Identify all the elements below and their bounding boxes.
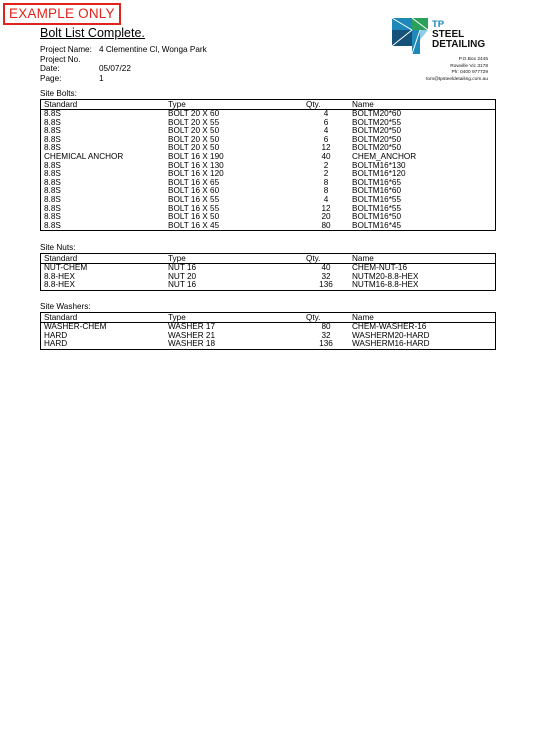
cell-standard: 8.8S — [44, 126, 61, 136]
cell-type: WASHER 18 — [168, 339, 216, 349]
cell-type: BOLT 16 X 55 — [168, 203, 220, 213]
company-contact — [426, 57, 488, 83]
table-header-row — [41, 313, 496, 323]
wordmark-line-3: DETAILING — [432, 39, 486, 50]
site-bolts-label: Site Bolts: — [40, 89, 77, 98]
cell-standard: 8.8S — [44, 220, 61, 230]
cell-qty: 40 — [321, 263, 331, 272]
table-row — [41, 264, 496, 273]
table-row — [41, 273, 496, 282]
cell-standard: 8.8-HEX — [44, 280, 75, 290]
tp-logo-icon — [390, 16, 432, 56]
cell-name: BOLTM16*120 — [352, 169, 406, 179]
cell-type: BOLT 16 X 190 — [168, 151, 224, 161]
column-header-type: Type — [165, 100, 303, 110]
cell-standard: 8.8S — [44, 194, 61, 204]
site-nuts-table — [40, 253, 496, 291]
cell-type: BOLT 16 X 55 — [168, 194, 220, 204]
cell-name: BOLTM16*65 — [352, 177, 401, 187]
project-meta — [40, 45, 207, 83]
cell-type: BOLT 16 X 60 — [168, 186, 220, 196]
cell-type: NUT 20 — [168, 271, 197, 281]
table-row — [41, 179, 496, 188]
table-row — [41, 119, 496, 128]
column-header-standard: Standard — [41, 100, 166, 110]
table-row — [41, 205, 496, 214]
cell-qty: 80 — [321, 322, 331, 331]
cell-name: CHEM_ANCHOR — [352, 151, 417, 161]
site-bolts-rows — [41, 110, 496, 231]
cell-type: BOLT 16 X 45 — [168, 220, 220, 230]
cell-qty: 2 — [323, 169, 329, 179]
table-row — [41, 196, 496, 205]
cell-standard: 8.8S — [44, 160, 61, 170]
cell-name: WASHERM16-HARD — [352, 339, 430, 349]
table-row — [41, 222, 496, 231]
cell-standard: NUT-CHEM — [44, 263, 88, 272]
meta-label: Project Name: — [40, 45, 92, 54]
cell-standard: 8.8S — [44, 143, 61, 153]
cell-name: BOLTM16*130 — [352, 160, 406, 170]
cell-qty: 4 — [323, 126, 329, 136]
cell-name: BOLTM16*55 — [352, 194, 401, 204]
cell-qty: 4 — [323, 109, 329, 118]
cell-standard: 8.8S — [44, 203, 61, 213]
column-header-standard: Standard — [41, 254, 166, 264]
table-header-row — [41, 254, 496, 264]
cell-name: NUTM20-8.8-HEX — [352, 271, 419, 281]
cell-name: BOLTM16*45 — [352, 220, 401, 230]
wordmark-line-1: TP — [432, 19, 445, 30]
cell-standard: 8.8S — [44, 186, 61, 196]
cell-type: NUT 16 — [168, 263, 197, 272]
cell-type: NUT 16 — [168, 280, 197, 290]
cell-type: BOLT 16 X 50 — [168, 212, 220, 222]
cell-qty: 32 — [321, 271, 331, 281]
table-header-row — [41, 100, 496, 110]
site-washers-label: Site Washers: — [40, 302, 91, 311]
column-header-name: Name — [349, 254, 496, 264]
meta-label: Project No. — [40, 54, 81, 64]
cell-qty: 8 — [323, 186, 329, 196]
site-nuts-rows — [41, 264, 496, 291]
cell-type: WASHER 21 — [168, 330, 216, 340]
meta-value: 05/07/22 — [99, 64, 131, 74]
meta-row-date — [40, 64, 207, 74]
cell-standard: 8.8S — [44, 212, 61, 222]
example-only-stamp: EXAMPLE ONLY — [3, 3, 121, 25]
column-header-type: Type — [165, 313, 303, 323]
cell-type: BOLT 16 X 120 — [168, 169, 224, 179]
company-wordmark — [432, 20, 485, 50]
address-line-2: Rowville Vic 3178 — [450, 63, 488, 69]
cell-type: BOLT 16 X 65 — [168, 177, 220, 187]
table-row — [41, 340, 496, 349]
cell-qty: 6 — [323, 117, 329, 127]
cell-type: BOLT 16 X 130 — [168, 160, 224, 170]
cell-qty: 12 — [321, 203, 331, 213]
meta-label: Page: — [40, 73, 62, 83]
column-header-name: Name — [349, 313, 496, 323]
wordmark-line-2: STEEL — [432, 29, 465, 40]
page-title: Bolt List Complete. — [40, 26, 145, 40]
table-row — [41, 213, 496, 222]
cell-name: BOLTM20*55 — [352, 117, 401, 127]
cell-standard: 8.8S — [44, 109, 61, 118]
phone-number: Ph: 0400 977729 — [451, 70, 488, 76]
meta-value: 1 — [99, 73, 104, 83]
cell-standard: 8.8S — [44, 134, 61, 144]
cell-qty: 6 — [323, 134, 329, 144]
cell-name: BOLTM20*50 — [352, 126, 401, 136]
table-row — [41, 281, 496, 290]
cell-type: BOLT 20 X 55 — [168, 117, 220, 127]
cell-standard: HARD — [44, 330, 68, 340]
column-header-qty: Qty. — [303, 313, 349, 323]
cell-qty: 136 — [319, 280, 333, 290]
cell-name: BOLTM20*50 — [352, 134, 401, 144]
cell-standard: 8.8S — [44, 117, 61, 127]
table-row — [41, 153, 496, 162]
cell-qty: 8 — [323, 177, 329, 187]
cell-standard: CHEMICAL ANCHOR — [44, 151, 124, 161]
cell-name: WASHERM20-HARD — [352, 330, 430, 340]
column-header-type: Type — [165, 254, 303, 264]
cell-name: BOLTM20*60 — [352, 109, 401, 118]
meta-row-project-no — [40, 55, 207, 65]
cell-standard: 8.8S — [44, 169, 61, 179]
meta-value: 4 Clementine Cl, Wonga Park — [99, 45, 207, 54]
site-bolts-table — [40, 99, 496, 231]
cell-type: BOLT 20 X 50 — [168, 134, 220, 144]
cell-qty: 136 — [319, 339, 333, 349]
cell-qty: 40 — [321, 151, 331, 161]
column-header-qty: Qty. — [303, 100, 349, 110]
table-row — [41, 162, 496, 171]
site-washers-rows — [41, 323, 496, 350]
table-row — [41, 136, 496, 145]
site-washers-table — [40, 312, 496, 350]
cell-qty: 20 — [321, 212, 331, 222]
cell-name: NUTM16-8.8-HEX — [352, 280, 419, 290]
meta-row-project-name — [40, 45, 207, 55]
cell-standard: WASHER-CHEM — [44, 322, 107, 331]
cell-standard: 8.8-HEX — [44, 271, 75, 281]
column-header-name: Name — [349, 100, 496, 110]
cell-name: CHEM-NUT-16 — [352, 263, 408, 272]
email-address: tom@tpsteeldetailing.com.au — [426, 76, 488, 82]
cell-qty: 2 — [323, 160, 329, 170]
table-row — [41, 127, 496, 136]
meta-label: Date: — [40, 64, 60, 74]
cell-standard: HARD — [44, 339, 68, 349]
cell-name: BOLTM20*50 — [352, 143, 401, 153]
cell-type: BOLT 20 X 50 — [168, 126, 220, 136]
column-header-qty: Qty. — [303, 254, 349, 264]
cell-name: CHEM-WASHER-16 — [352, 322, 427, 331]
cell-qty: 12 — [321, 143, 331, 153]
cell-name: BOLTM16*55 — [352, 203, 401, 213]
cell-name: BOLTM16*50 — [352, 212, 401, 222]
table-row — [41, 170, 496, 179]
cell-type: BOLT 20 X 60 — [168, 109, 220, 118]
cell-standard: 8.8S — [44, 177, 61, 187]
table-row — [41, 187, 496, 196]
cell-qty: 80 — [321, 220, 331, 230]
meta-row-page — [40, 74, 207, 84]
cell-qty: 4 — [323, 194, 329, 204]
column-header-standard: Standard — [41, 313, 166, 323]
cell-type: WASHER 17 — [168, 322, 216, 331]
site-nuts-label: Site Nuts: — [40, 243, 76, 252]
table-row — [41, 110, 496, 119]
cell-type: BOLT 20 X 50 — [168, 143, 220, 153]
cell-name: BOLTM16*60 — [352, 186, 401, 196]
cell-qty: 32 — [321, 330, 331, 340]
address-line-1: P.O.Box 2445 — [458, 57, 488, 62]
